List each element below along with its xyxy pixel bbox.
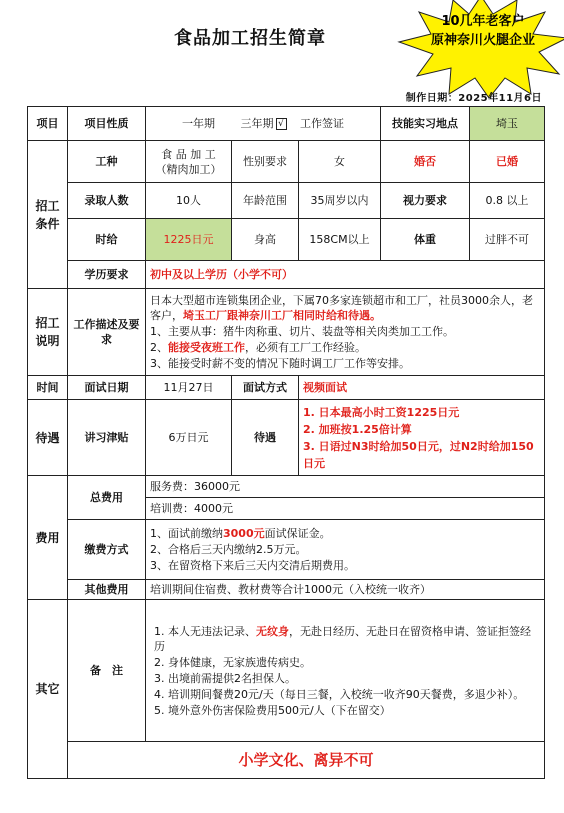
notes-body: [146, 600, 545, 742]
star-badge-text: [408, 12, 558, 50]
training-fee: 培训费：4000元: [146, 498, 545, 520]
header-row: [28, 107, 545, 141]
note-1-highlight: 无纹身: [256, 624, 289, 638]
date-value: 2025年11月6日: [458, 93, 542, 104]
description-point-2: [150, 340, 542, 355]
payment-step-1-b: 面试保证金。: [264, 527, 331, 540]
date-label: 制作日期：: [405, 93, 459, 104]
education-row: [28, 261, 545, 289]
payment-body: [146, 520, 545, 580]
other-fee-value: 培训期间住宿费、教材费等合计1000元（入校统一收齐）: [146, 580, 545, 600]
interview-method-value: 视频面试: [299, 376, 545, 400]
header-project-nature: 项目性质: [68, 107, 146, 141]
section-time: 时间: [28, 376, 68, 400]
age-label: 年龄范围: [232, 183, 299, 219]
treatment-row: [28, 400, 545, 476]
treatment-item-2: 2. 加班按1.25倍计算: [303, 422, 412, 436]
other-fee-label: 其他费用: [68, 580, 146, 600]
section-conditions: 招工条件: [28, 141, 68, 289]
creation-date: [406, 89, 542, 104]
height-label: 身高: [232, 219, 299, 261]
vision-value: 0.8 以上: [470, 183, 545, 219]
allowance-label: 讲习津贴: [68, 400, 146, 476]
page-title: 食品加工招生简章: [174, 28, 326, 49]
treatment-label: 待遇: [232, 400, 299, 476]
payment-deposit-amount: 3000元: [223, 527, 265, 540]
header-project: 项目: [28, 107, 68, 141]
job-row: [28, 141, 545, 183]
point-2-number: 2、: [150, 341, 168, 354]
site-value: 埼玉: [470, 107, 545, 141]
section-treatment: 待遇: [28, 400, 68, 476]
education-value: 初中及以上学历（小学不可）: [146, 261, 545, 289]
note-1-a: 1. 本人无违法记录、: [154, 624, 256, 638]
description-intro: [150, 293, 542, 323]
treatment-item-1: 1. 日本最高小时工资1225日元: [303, 405, 460, 419]
allowance-value: 6万日元: [146, 400, 232, 476]
description-point-1: 1、主要从事：猪牛肉称重、切片、装盘等相关肉类加工工作。: [150, 325, 454, 338]
count-row: [28, 183, 545, 219]
note-2: 2. 身体健康，无家族遗传病史。: [154, 655, 311, 669]
payment-row: [28, 520, 545, 580]
total-fee-label: 总费用: [68, 476, 146, 520]
section-other: 其它: [28, 600, 68, 779]
payment-step-3: 3、在留资格下来后三天内交清后期费用。: [150, 559, 355, 572]
option-one-year: 一年期: [182, 117, 216, 130]
treatment-list: [299, 400, 545, 476]
footer-notice: 小学文化、离异不可: [68, 742, 545, 779]
description-label: 工作描述及要求: [68, 289, 146, 376]
age-value: 35周岁以内: [299, 183, 381, 219]
interview-method-label: 面试方式: [232, 376, 299, 400]
interview-row: [28, 376, 545, 400]
note-5: 5. 境外意外伤害保险费用500元/人（下在留交）: [154, 703, 391, 717]
marital-label: 婚否: [381, 141, 470, 183]
other-fee-row: [28, 580, 545, 600]
count-value: 10人: [146, 183, 232, 219]
gender-value: 女: [299, 141, 381, 183]
education-label: 学历要求: [68, 261, 146, 289]
site-label: 技能实习地点: [381, 107, 470, 141]
vision-label: 视力要求: [381, 183, 470, 219]
job-label: 工种: [68, 141, 146, 183]
service-fee: 服务费：36000元: [146, 476, 545, 498]
treatment-item-3: 3. 日语过N3时给加50日元，过N2时给加150日元: [303, 439, 534, 470]
description-point-3: 3、能接受时薪不变的情况下随时调工厂工作等安排。: [150, 357, 410, 370]
point-2-rest: ，必须有工厂工作经验。: [245, 341, 366, 354]
description-row: [28, 289, 545, 376]
note-4: 4. 培训期间餐费20元/天（每日三餐，入校统一收齐90天餐费，多退少补）。: [154, 687, 525, 701]
checkbox-icon: √: [276, 118, 287, 130]
intro-text: 日本大型超市连锁集团企业，下属70多家连锁超市和工厂，社员3000余人，老客户，: [150, 294, 533, 322]
weight-label: 体重: [381, 219, 470, 261]
intro-highlight: 埼玉工厂跟神奈川工厂相同时给和待遇。: [183, 309, 381, 322]
wage-label: 时给: [68, 219, 146, 261]
notes-label: 备 注: [68, 600, 146, 742]
point-2-highlight: 能接受夜班工作: [168, 341, 245, 354]
description-body: [146, 289, 545, 376]
payment-step-2: 2、合格后三天内缴纳2.5万元。: [150, 543, 307, 556]
count-label: 录取人数: [68, 183, 146, 219]
section-description: 招工说明: [28, 289, 68, 376]
star-line-2: 原神奈川火腿企业: [430, 33, 535, 48]
interview-date-label: 面试日期: [68, 376, 146, 400]
gender-label: 性别要求: [232, 141, 299, 183]
interview-date-value: 11月27日: [146, 376, 232, 400]
notes-row: [28, 600, 545, 742]
weight-value: 过胖不可: [470, 219, 545, 261]
payment-step-1: [150, 526, 542, 541]
section-fees: 费用: [28, 476, 68, 600]
payment-label: 缴费方式: [68, 520, 146, 580]
footer-row: [28, 742, 545, 779]
fee-service-row: [28, 476, 545, 498]
option-work-visa: 工作签证: [300, 117, 345, 130]
star-line-1: 10几年老客户: [441, 14, 525, 29]
job-value: 食 品 加 工 （精肉加工）: [146, 141, 232, 183]
note-1-b: ，无赴日经历、无赴日在留资格申请、签证拒签经历: [154, 624, 531, 653]
wage-value: 1225日元: [146, 219, 232, 261]
term-options: [146, 107, 381, 141]
height-value: 158CM以上: [299, 219, 381, 261]
note-3: 3. 出境前需提供2名担保人。: [154, 671, 296, 685]
recruitment-table: [27, 106, 545, 779]
wage-row: [28, 219, 545, 261]
marital-value: 已婚: [470, 141, 545, 183]
note-1: [154, 624, 538, 654]
payment-step-1-a: 1、面试前缴纳: [150, 527, 223, 540]
option-three-year: 三年期: [240, 117, 274, 130]
